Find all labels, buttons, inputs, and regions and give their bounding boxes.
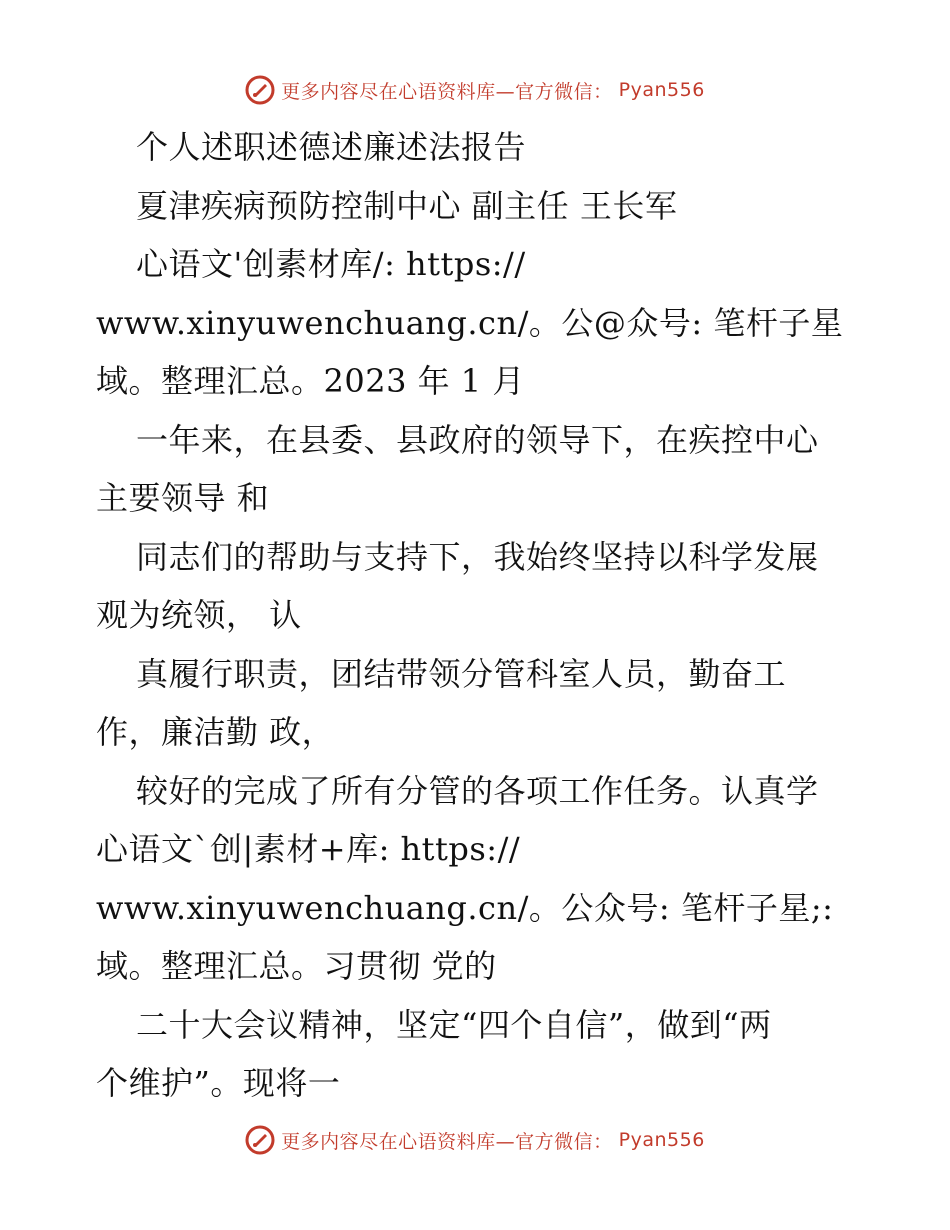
brand-logo-icon	[245, 1125, 275, 1155]
header-wechat-id: Pyan556	[618, 79, 705, 101]
footer-banner-text: 更多内容尽在心语资料库—官方微信：	[281, 1130, 613, 1153]
text-line: 心语文'创素材库/: https://	[136, 245, 526, 283]
text-line: 个人述职述德述廉述法报告	[136, 128, 527, 166]
document-body	[96, 118, 866, 1113]
text-line: 较好的完成了所有分管的各项工作任务。认真学	[136, 771, 819, 810]
page-header	[0, 70, 950, 110]
text-line: 个维护”。现将一	[96, 1064, 341, 1102]
text-line: www.xinyuwenchuang.cn/。公@众号: 笔杆子星	[96, 303, 844, 342]
text-line: 真履行职责，团结带领分管科室人员，勤奋工	[136, 654, 787, 693]
text-line: 观为统领， 认	[96, 596, 302, 634]
text-line: www.xinyuwenchuang.cn/。公众号: 笔杆子星;:	[96, 888, 834, 927]
text-line: 域。整理汇总。2023 年 1 月	[96, 362, 525, 400]
text-line: 域。整理汇总。习贯彻 党的	[96, 947, 497, 985]
text-line: 作，廉洁勤 政，	[96, 713, 335, 751]
text-line: 一年来，在县委、县政府的领导下，在疾控中心	[136, 420, 819, 459]
footer-banner	[245, 1125, 705, 1155]
text-line: 主要领导 和	[96, 479, 270, 517]
page-footer	[0, 1120, 950, 1160]
header-banner-text: 更多内容尽在心语资料库—官方微信：	[281, 80, 613, 103]
text-line: 同志们的帮助与支持下，我始终坚持以科学发展	[136, 537, 819, 576]
header-banner	[245, 75, 705, 105]
text-line: 夏津疾病预防控制中心 副主任 王长军	[136, 186, 678, 225]
footer-wechat-id: Pyan556	[618, 1129, 705, 1151]
text-line: 二十大会议精神，坚定“四个自信”，做到“两	[136, 1005, 772, 1044]
text-line: 心语文`创|素材+库: https://	[96, 830, 521, 868]
brand-logo-icon	[245, 75, 275, 105]
